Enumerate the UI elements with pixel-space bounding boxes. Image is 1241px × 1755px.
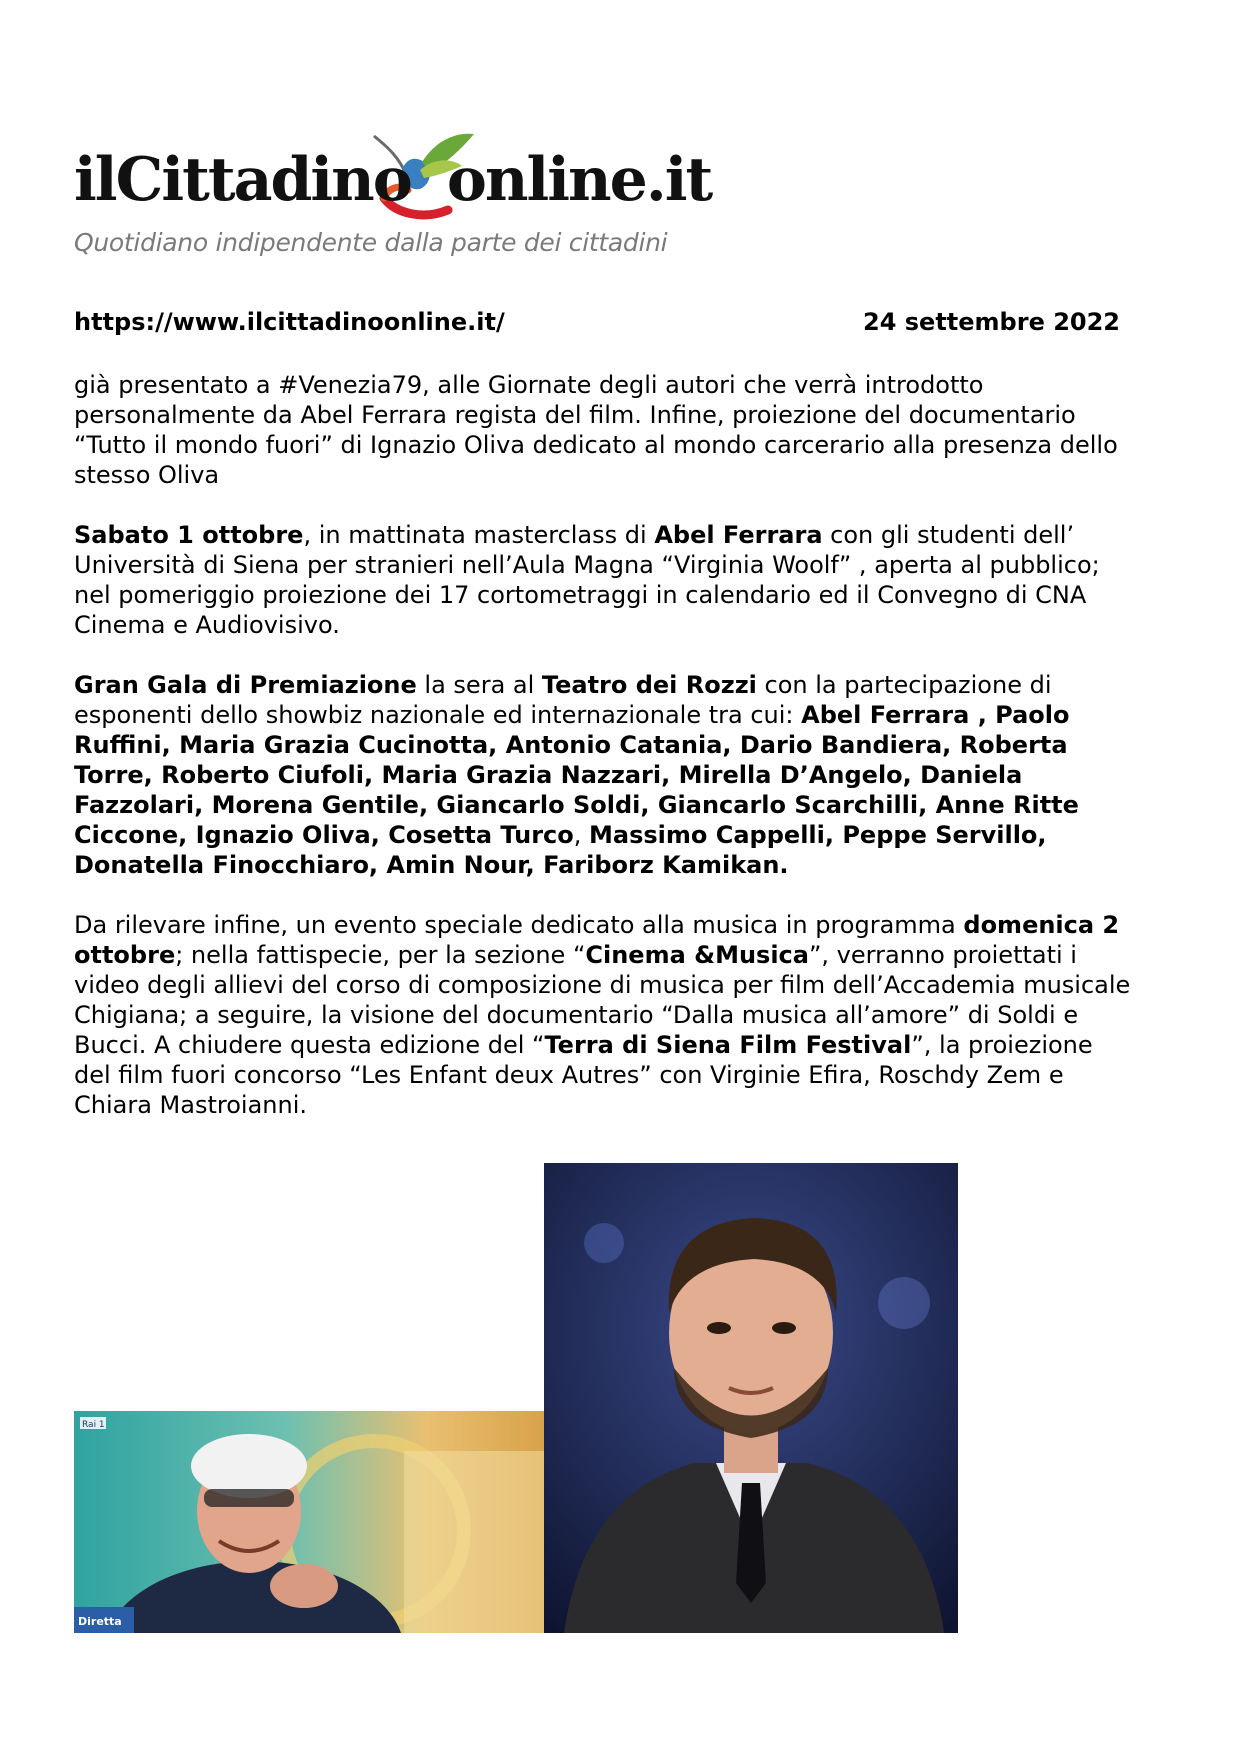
publication-date: 24 settembre 2022: [863, 308, 1120, 336]
live-caption: Diretta: [78, 1615, 122, 1628]
site-logo: [74, 118, 712, 268]
logo-wordmark: ilCittadino online.it: [74, 145, 712, 215]
photo-actor-portrait: [544, 1163, 958, 1633]
paragraph-1: già presentato a #Venezia79, alle Giornate degli autori che verrà introdotto personalmente da Abel Ferrara regista del film. Infine, proiezione del documentario “Tutto il mondo fuori” di Ignazio Oliva dedicato al mondo carcerario alla presenza dello stesso Oliva: [74, 371, 1118, 489]
source-url[interactable]: https://www.ilcittadinoonline.it/: [74, 308, 505, 336]
source-header: [74, 308, 1120, 336]
article-body: [74, 370, 1134, 1150]
channel-logo: Rai 1: [82, 1420, 105, 1430]
photo-collage: [74, 1163, 958, 1633]
paragraph-2: Sabato 1 ottobre, in mattinata masterclass di Abel Ferrara con gli studenti dell’ Università di Siena per stranieri nell’Aula Magna “Virginia Woolf” , aperta al pubblico; nel pomeriggio proiezione dei 17 cortometraggi in calendario ed il Convegno di CNA Cinema e Audiovisivo.: [74, 521, 1100, 639]
photo-tv-studio-guest: [74, 1411, 544, 1633]
logo-tagline: Quotidiano indipendente dalla parte dei cittadini: [74, 228, 668, 257]
paragraph-3: Gran Gala di Premiazione la sera al Teatro dei Rozzi con la partecipazione di esponenti dello showbiz nazionale ed internazionale tra cui: Abel Ferrara , Paolo Ruffini, Maria Grazia Cucinotta, Antonio Catania, Dario Bandiera, Roberta Torre, Roberto Ciufoli, Maria Grazia Nazzari, Mirella D’Angelo, Daniela Fazzolari, Morena Gentile, Giancarlo Soldi, Giancarlo Scarchilli, Anne Ritte Ciccone, Ignazio Oliva, Cosetta Turco, Massimo Cappelli, Peppe Servillo, Donatella Finocchiaro, Amin Nour, Fariborz Kamikan.: [74, 671, 1079, 879]
paragraph-4: Da rilevare infine, un evento speciale dedicato alla musica in programma domenica 2 ottobre; nella fattispecie, per la sezione “Cinema &Musica”, verranno proiettati i video degli allievi del corso di composizione di musica per film dell’Accademia musicale Chigiana; a seguire, la visione del documentario “Dalla musica all’amore” di Soldi e Bucci. A chiudere questa edizione del “Terra di Siena Film Festival”, la proiezione del film fuori concorso “Les Enfant deux Autres” con Virginie Efira, Roschdy Zem e Chiara Mastroianni.: [74, 911, 1131, 1119]
